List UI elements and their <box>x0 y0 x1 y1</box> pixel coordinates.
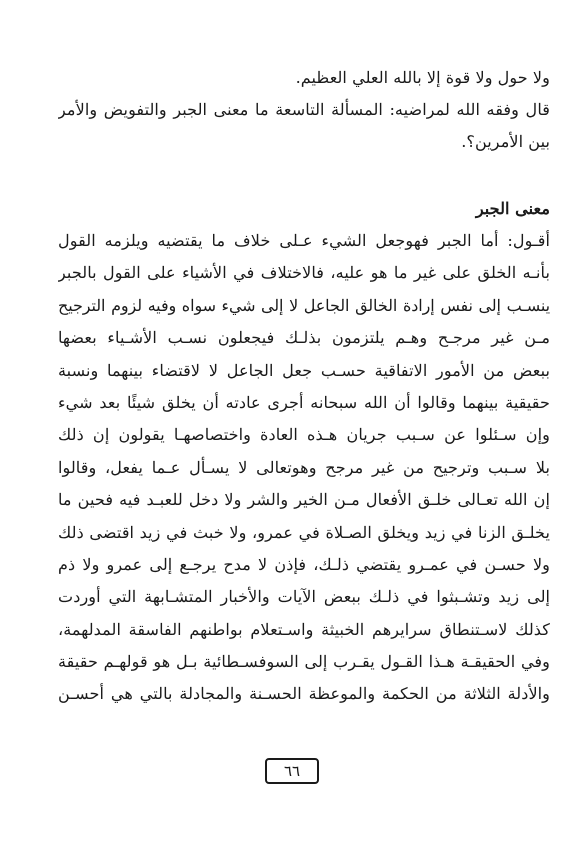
heading-text: معنى الجبر <box>475 199 550 218</box>
text-line: بأنـه الخلق على غير ما هو عليه، فالاختلاف في الأشياء على القول بالجبر <box>58 263 550 283</box>
text-line: إلى زيد وتشـبثوا في ذلـك ببعض الآيات والأخبار المتشـابهة التي أوردت <box>58 587 550 607</box>
question-paragraph <box>58 94 550 159</box>
text-line: قال وفقه الله لمراضيه: المسألة التاسعة ما معنى الجبر والتفويض والأمر <box>58 100 550 119</box>
body-paragraph <box>58 225 550 711</box>
text-line: مـن غير مرجـح وهـم يلتزمون بذلـك فيجعلون نسـب الأشـياء بعضها <box>58 328 550 348</box>
text-line: ولا حول ولا قوة إلا بالله العلي العظيم. <box>295 68 550 87</box>
text-line: كذلك لاسـتنطاق سرايرهم الخبيثة واسـتعلام بواطنهم الفاسقة المدلهمة، <box>58 619 550 639</box>
page-number: ٦٦ <box>265 758 319 784</box>
text-line: وإن سـئلوا عن سـبب جريان هـذه العادة واختصاصهـا يقولون إن ذلك <box>58 425 550 445</box>
section-heading <box>58 193 550 225</box>
text-line: بين الأمرين؟. <box>461 132 550 152</box>
page-number-container <box>0 758 584 784</box>
closing-phrase <box>58 62 550 94</box>
text-line: أقـول: أما الجبر فهوجعل الشيء عـلى خلاف ما يقتضيه ويلزمه القول <box>58 231 550 250</box>
text-line: والأدلة الثلاثة من الحكمة والموعظة الحسـنة والمجادلة بالتي هي أحسـن <box>58 684 550 704</box>
text-line: بلا سـبب وترجيح من غير مرجح وهوتعالى لا يسـأل عـما يفعل، وقالوا <box>58 457 550 477</box>
text-line: ببعض من الأمور الاتفاقية حسـب جعل الجاعل لا لاقتضاء بينهما ونسبة <box>58 360 550 380</box>
text-line: وفي الحقيقـة هـذا القـول يقـرب إلى السوفسـطائية بـل هو قولهـم حقيقة <box>58 652 550 672</box>
text-line: إن الله تعـالى خلـق الأفعال مـن الخير والشر ولا دخل للعبـد فيه فحين ما <box>58 490 550 510</box>
text-line: ينسـب إلى نفس إرادة الخالق الجاعل لا إلى شيء سواه وفيه لزوم الترجيح <box>58 295 550 315</box>
text-line: ولا حسـن في عمـرو يقتضي ذلـك، فإذن لا مدح يرجـع إلى عمرو ولا ذم <box>58 554 550 574</box>
text-line: حقيقية بينهما وقالوا أن الله سبحانه أجرى عادته أن يخلق شيئًا بعد شيء <box>58 392 550 412</box>
text-line: يخلـق الزنا في زيد ويخلق الصـلاة في عمرو، ولا خبث في زيد اقتضى ذلك <box>58 522 550 542</box>
